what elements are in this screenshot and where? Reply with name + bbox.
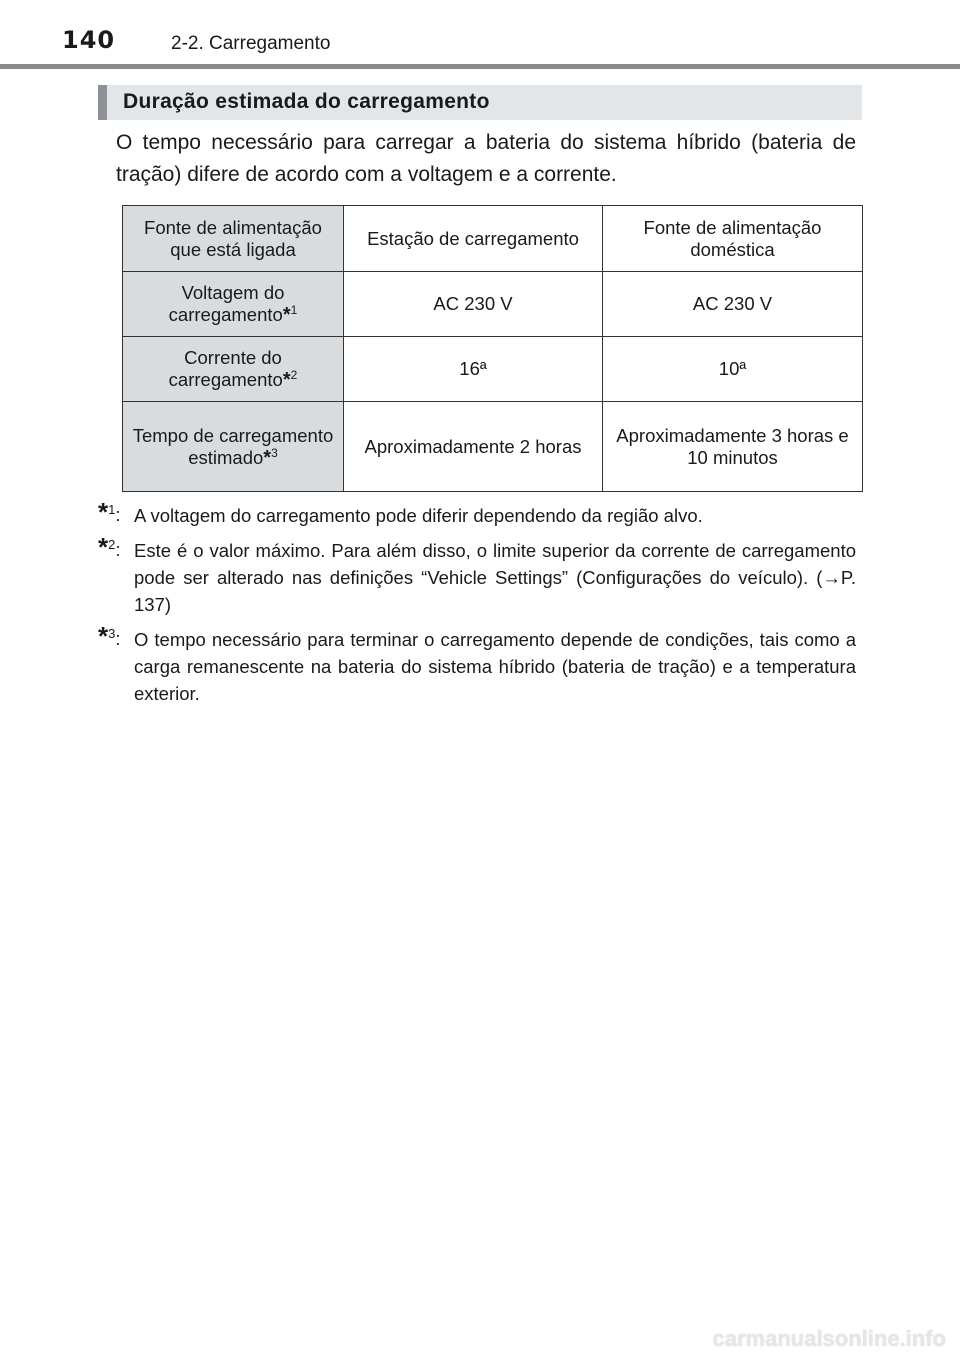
footnote-number: 3 [108, 625, 116, 641]
table-cell-row-label [123, 337, 344, 402]
footnote-star: * [98, 621, 109, 651]
table-header-row [123, 206, 863, 272]
table-cell-value: 10ª [603, 337, 863, 402]
section-title: Duração estimada do carregamento [123, 90, 490, 113]
footnote-ref: 3 [271, 445, 278, 460]
table-cell-header-station: Estação de carregamento [344, 206, 603, 272]
table-cell-header-domestic: Fonte de alimentação doméstica [603, 206, 863, 272]
footnote-item [98, 532, 856, 618]
page-number: 140 [62, 26, 116, 54]
table-cell-row-label [123, 402, 344, 492]
header-rule [0, 64, 960, 69]
table-cell-value: Aproximadamente 3 horas e 10 minutos [603, 402, 863, 492]
table-cell-value: Aproximadamente 2 horas [344, 402, 603, 492]
row-label-text: Corrente do carregamento [168, 347, 283, 390]
footnote-ref: 2 [290, 367, 298, 382]
footnote-marker: *$^1$: [98, 497, 121, 527]
footnote-item [98, 497, 856, 529]
footnote-marker: *$^3$: [98, 621, 121, 651]
intro-paragraph: O tempo necessário para carregar a bateria do sistema híbrido (bateria de tração) difere de acordo com a voltagem e a corrente. [116, 131, 856, 186]
footnote-number: 2 [108, 536, 116, 552]
table-row [123, 272, 863, 337]
footnote-star: * [98, 497, 109, 527]
section-heading-bar [98, 85, 862, 120]
footnote-star: * [282, 369, 291, 391]
footnote-star: * [98, 532, 109, 562]
table-cell-header-label: Fonte de alimentação que está ligada [123, 206, 344, 272]
footnote-number: 1 [108, 501, 116, 517]
footnote-marker: *$^2$: [98, 532, 121, 562]
footnote-item [98, 621, 856, 707]
footnotes [98, 497, 856, 715]
footnote-text: Este é o valor máximo. Para além disso, o limite superior da corrente de carregamento pode ser alterado nas definições “Vehicle Settings” (Configurações do veículo). (→P. 137) [134, 540, 856, 615]
row-label-text: Tempo de carregamento estimado [132, 424, 334, 468]
table-cell-row-label [123, 272, 344, 337]
table-cell-value: AC 230 V [603, 272, 863, 337]
footnote-text: O tempo necessário para terminar o carregamento depende de condições, tais como a carga remanescente na bateria do sistema híbrido (bateria de tração) e a temperatura exterior. [134, 629, 856, 704]
watermark: carmanualsonline.info [712, 1326, 946, 1351]
table-row [123, 337, 863, 402]
footnote-star: * [282, 304, 291, 326]
row-label-text: Voltagem do carregamento [168, 282, 285, 325]
footnote-star: * [263, 446, 272, 469]
table-cell-value: AC 230 V [344, 272, 603, 337]
footnote-ref: 1 [290, 302, 298, 317]
footnote-text: A voltagem do carregamento pode diferir dependendo da região alvo. [134, 505, 703, 526]
table-cell-value: 16ª [344, 337, 603, 402]
table-row [123, 402, 863, 492]
running-head: 2-2. Carregamento [171, 33, 331, 54]
charging-time-table [122, 205, 863, 492]
